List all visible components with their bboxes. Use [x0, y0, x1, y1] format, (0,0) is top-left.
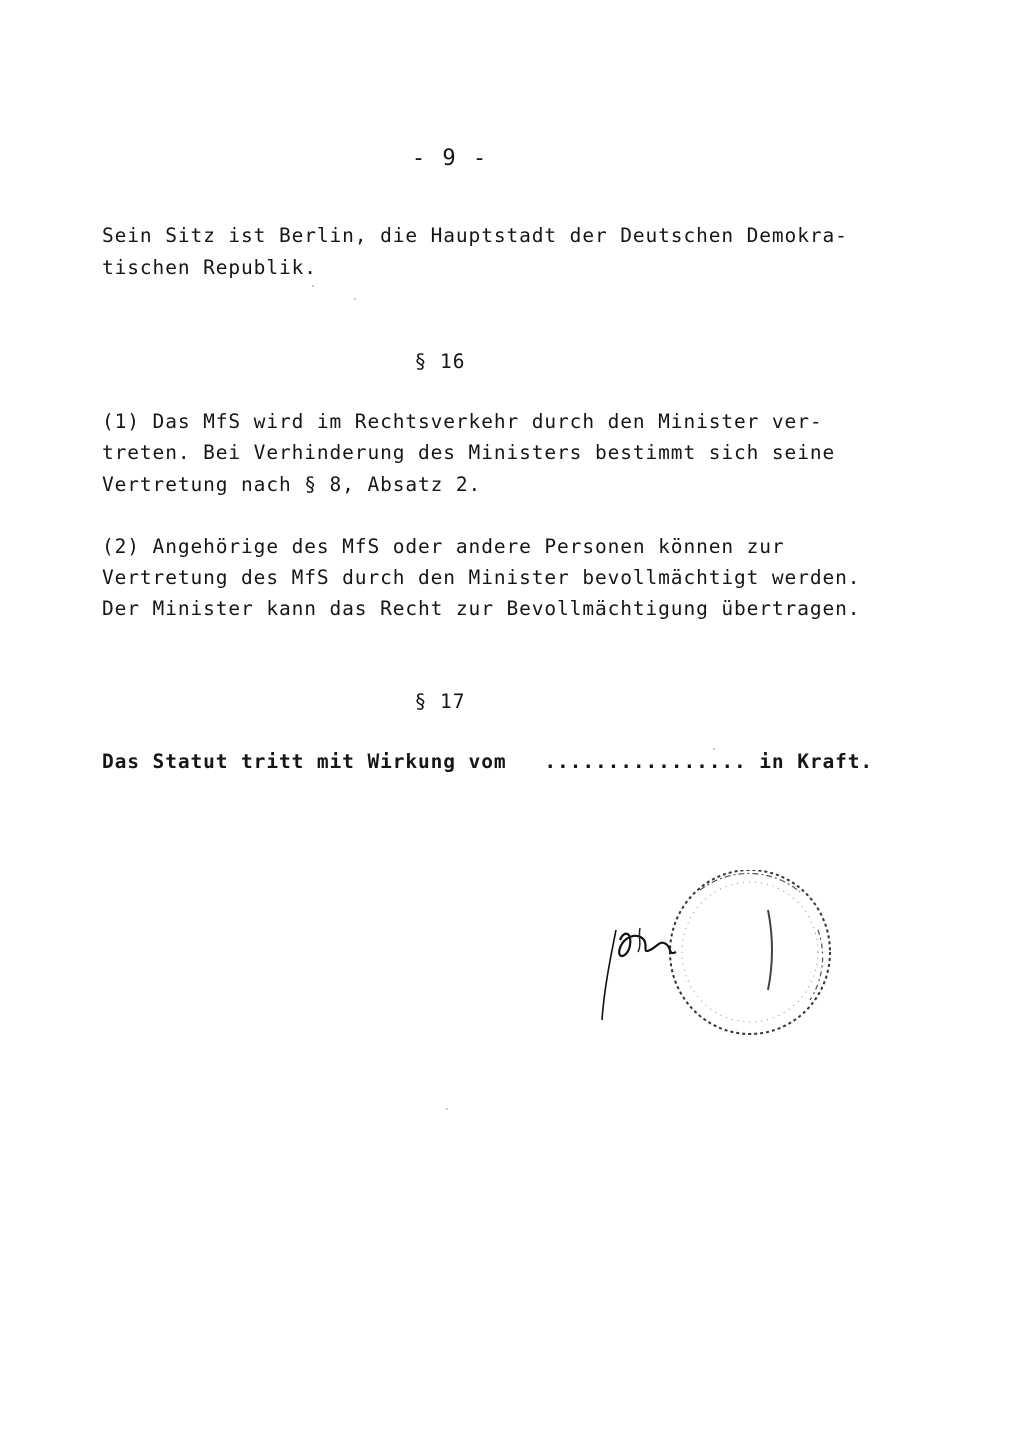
- section-17-heading: § 17: [414, 690, 466, 713]
- section-16-heading: § 16: [414, 350, 466, 373]
- scan-speck: [713, 748, 715, 750]
- scan-speck: [312, 285, 314, 287]
- page-number: - 9 -: [411, 146, 489, 171]
- intro-line-2: tischen Republik.: [102, 256, 317, 279]
- section-17-text: Das Statut tritt mit Wirkung vom ................ in Kraft.: [102, 750, 874, 773]
- scan-speck: [354, 298, 356, 300]
- section-16-paragraph-1-line-2: treten. Bei Verhinderung des Ministers bestimmt sich seine: [102, 441, 836, 464]
- intro-line-1: Sein Sitz ist Berlin, die Hauptstadt der Deutschen Demokra-: [102, 224, 848, 247]
- section-16-paragraph-2-line-1: (2) Angehörige des MfS oder andere Personen können zur: [102, 535, 785, 558]
- seal-icon: [580, 870, 840, 1050]
- section-16-paragraph-2-line-3: Der Minister kann das Recht zur Bevollmächtigung übertragen.: [102, 597, 861, 620]
- section-16-paragraph-2-line-2: Vertretung des MfS durch den Minister bevollmächtigt werden.: [102, 566, 861, 589]
- section-16-paragraph-1-line-1: (1) Das MfS wird im Rechtsverkehr durch den Minister ver-: [102, 410, 823, 433]
- certification-stamp-and-signature: [580, 870, 840, 1050]
- scan-speck: [446, 1108, 448, 1110]
- section-16-paragraph-1-line-3: Vertretung nach § 8, Absatz 2.: [102, 473, 482, 496]
